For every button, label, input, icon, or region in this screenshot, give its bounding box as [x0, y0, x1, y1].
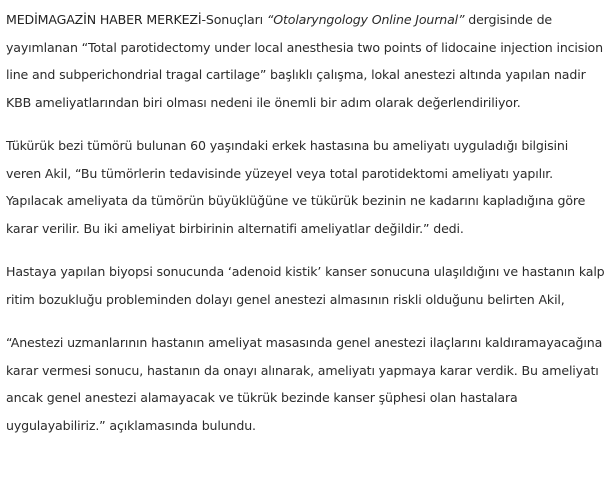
- article-body: [6, 6, 606, 455]
- source-separator: -Sonuçları: [201, 12, 267, 27]
- article-paragraph-4: “Anestezi uzmanlarının hastanın ameliyat masasında genel anestezi ilaçlarını kaldıramayacağına karar vermesi sonucu, hastanın da onayı alınarak, ameliyatı yapmaya karar verdik. Bu ameliyatı ancak genel anestezi alamayacak ve tükrük bezinde kanser şüphesi olan hastalara uygulayabiliriz.” açıklamasında bulundu.: [6, 335, 603, 433]
- paragraph-1-text: dergisinde de yayımlanan “Total parotidectomy under local anesthesia two points of lidocaine injection incision line and subperichondrial tragal cartilage” başlıklı çalışma, lokal anestezi altında yapılan nadir KBB ameliyatlarından biri olması nedeni ile önemli bir adım olarak değerlendiriliyor.: [6, 12, 603, 110]
- article-paragraph-3: Hastaya yapılan biyopsi sonucunda ‘adenoid kistik’ kanser sonucuna ulaşıldığını ve hastanın kalp ritim bozukluğu probleminden dolayı genel anestezi almasının riskli olduğunu belirten Akil,: [6, 264, 605, 307]
- journal-name: “Otolaryngology Online Journal”: [266, 12, 465, 27]
- article-paragraph-2: Tükürük bezi tümörü bulunan 60 yaşındaki erkek hastasına bu ameliyatı uyguladığı bilgisini veren Akil, “Bu tümörlerin tedavisinde yüzeyel veya total parotidektomi ameliyatı yapılır. Yapılacak ameliyata da tümörün büyüklüğüne ve tükürük bezinin ne kadarını kapladığına göre karar verilir. Bu iki ameliyat birbirinin alternatifi ameliyatlar değildir.” dedi.: [6, 138, 586, 236]
- news-source-label: MEDİMAGAZİN HABER MERKEZİ: [6, 12, 202, 27]
- article-paragraph-1: [6, 6, 606, 116]
